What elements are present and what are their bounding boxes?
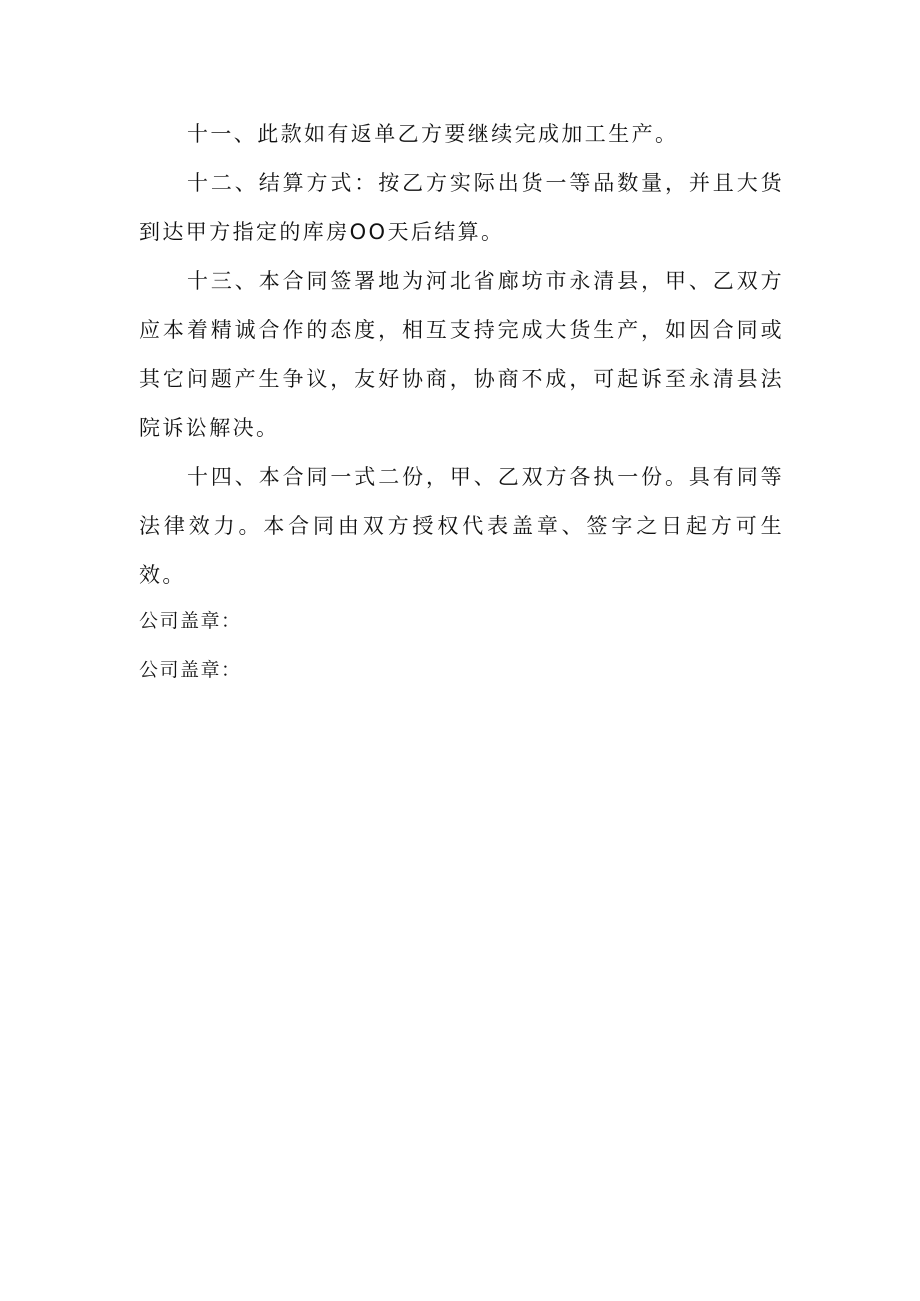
clause-12-settlement: 十二、结算方式：按乙方实际出货一等品数量，并且大货到达甲方指定的库房OO天后结算。 xyxy=(139,171,784,244)
clause-13-dispute: 十三、本合同签署地为河北省廊坊市永清县，甲、乙双方应本着精诚合作的态度，相互支持完成大货生产，如因合同或其它问题产生争议，友好协商，协商不成，可起诉至永清县法院诉讼解决。 xyxy=(139,269,784,440)
clause-11: 十一、此款如有返单乙方要继续完成加工生产。 xyxy=(187,122,679,146)
company-seal-line-1: 公司盖章： xyxy=(139,610,242,632)
company-seal-line-2: 公司盖章： xyxy=(139,659,242,681)
clause-14-copies: 十四、本合同一式二份，甲、乙双方各执一份。具有同等法律效力。本合同由双方授权代表盖章、签字之日起方可生效。 xyxy=(139,465,784,587)
contract-clauses xyxy=(139,110,784,600)
signature-block xyxy=(139,597,539,695)
